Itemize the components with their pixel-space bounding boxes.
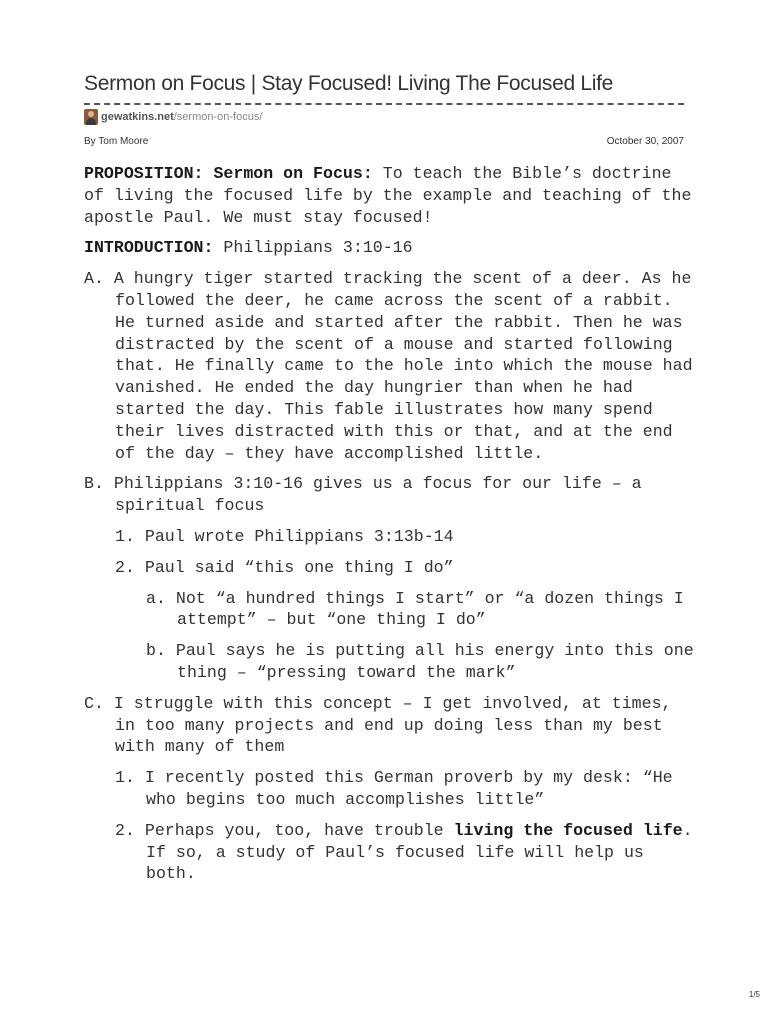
outline-item-c2 bbox=[115, 820, 694, 885]
item-c2-emphasis: living the focused life bbox=[453, 820, 683, 840]
outline-item-c: C. I struggle with this concept – I get involved, at times, in too many projects and end up doing less than my best with many of them bbox=[84, 693, 672, 757]
proposition bbox=[84, 163, 694, 228]
introduction-label: INTRODUCTION: bbox=[84, 238, 214, 258]
page-title: Sermon on Focus | Stay Focused! Living The Focused Life bbox=[84, 72, 614, 95]
item-c2-text-end: . If so, a study of Paul’s focused life will help us both. bbox=[146, 820, 693, 884]
source-path[interactable]: /sermon-on-focus/ bbox=[173, 111, 263, 123]
byline: By Tom Moore bbox=[84, 136, 149, 147]
proposition-text: To teach the Bible’s doctrine of living the focused life by the example and teaching of the apostle Paul. We must stay focused! bbox=[84, 164, 692, 227]
introduction bbox=[84, 237, 694, 259]
outline-item-b1: 1. Paul wrote Philippians 3:13b-14 bbox=[115, 526, 454, 546]
outline-item-b2: 2. Paul said “this one thing I do” bbox=[115, 557, 454, 577]
outline-item-b: B. Philippians 3:10-16 gives us a focus for our life – a spiritual focus bbox=[84, 474, 642, 516]
outline-item-b2a: a. Not “a hundred things I start” or “a dozen things I attempt” – but “one thing I do” bbox=[146, 588, 684, 630]
source-domain[interactable]: gewatkins.net bbox=[101, 111, 174, 123]
publish-date: October 30, 2007 bbox=[606, 136, 684, 147]
outline-item-c1: 1. I recently posted this German proverb by my desk: “He who begins too much accomplishes little” bbox=[115, 768, 673, 809]
source-link[interactable] bbox=[84, 109, 262, 125]
title-divider bbox=[84, 103, 684, 105]
outline-item-a: A. A hungry tiger started tracking the scent of a deer. As he followed the deer, he came across the scent of a rabbit. He turned aside and started after the rabbit. Then he was distracted by the scent of a mouse and started following that. He finally came to the hole into which the mouse had vanished. He ended the day hungrier than when he had started the day. This fable illustrates how many spend their lives distracted with this or that, and at the end of the day – they have accomplished little. bbox=[84, 269, 693, 463]
proposition-label: PROPOSITION: Sermon on Focus: bbox=[84, 164, 373, 183]
introduction-text: Philippians 3:10-16 bbox=[213, 238, 413, 258]
author-avatar-icon bbox=[84, 109, 98, 125]
item-c2-text: 2. Perhaps you, too, have trouble bbox=[115, 820, 454, 840]
article-body bbox=[84, 163, 694, 894]
outline-item-b2b: b. Paul says he is putting all his energy into this one thing – “pressing toward the mark” bbox=[146, 641, 694, 682]
page-number: 1/5 bbox=[748, 990, 760, 999]
